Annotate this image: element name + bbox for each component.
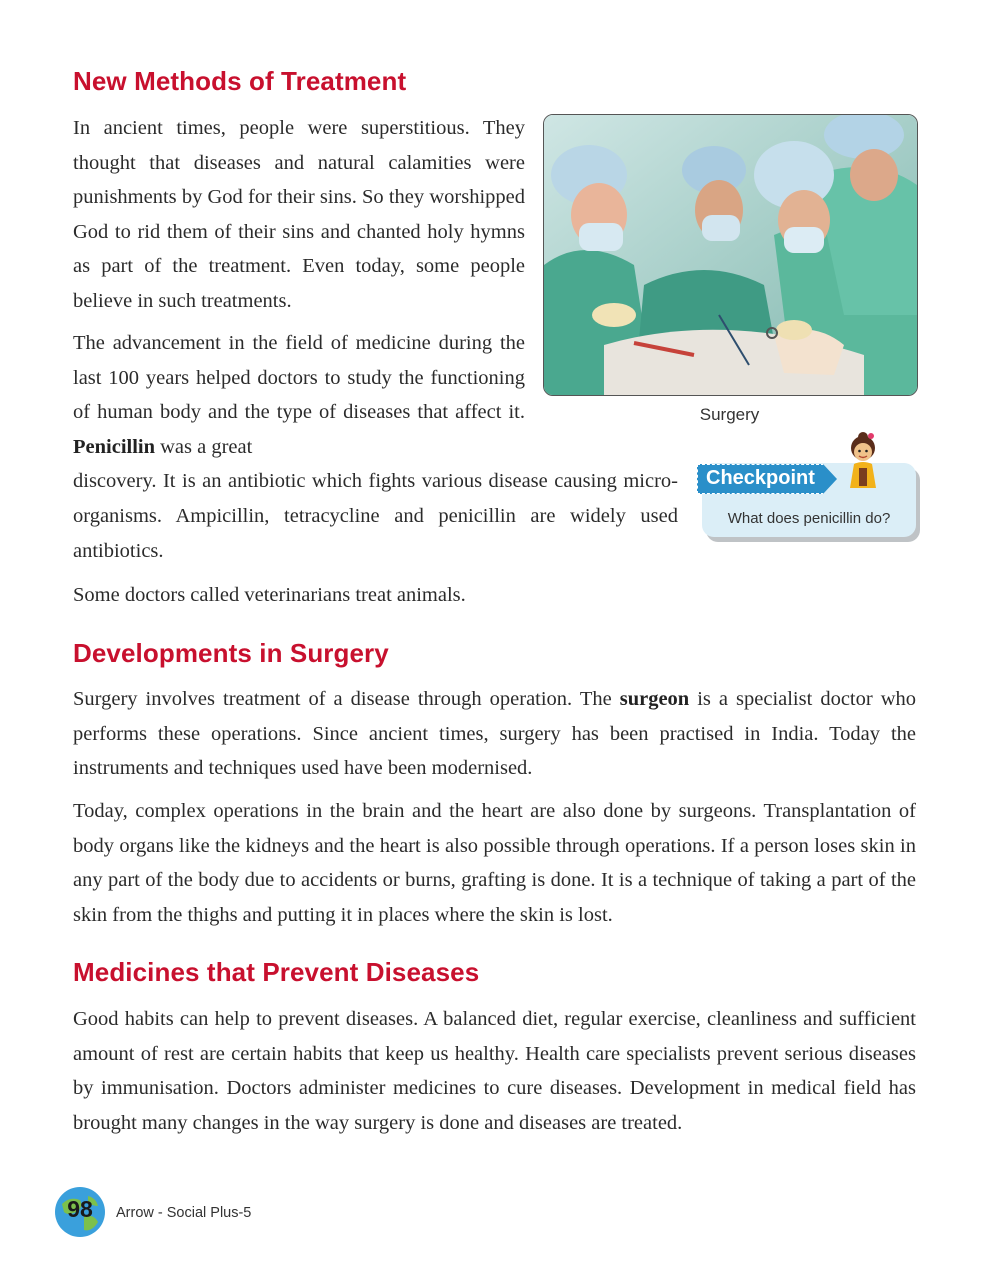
surgery-paragraph-1 xyxy=(73,682,916,786)
penicillin-term: Penicillin xyxy=(73,435,155,458)
girl-mascot-icon xyxy=(840,430,886,494)
page-number: 98 xyxy=(67,1196,93,1222)
treatment-paragraph-2-continued: discovery. It is an antibiotic which fights various disease causing micro-organisms. Ampicillin, tetracycline and penicillin are widely used antibiotics. xyxy=(73,470,678,562)
treatment-paragraph-2-mid: was a great xyxy=(160,435,253,458)
book-title: Arrow - Social Plus-5 xyxy=(116,1205,252,1221)
treatment-paragraph-1: In ancient times, people were superstitious. They thought that diseases and natural calamities were punishments by God for their sins. So they worshipped God to rid them of their sins and chanted holy hymns as part of the treatment. Even today, some people believe in such treatments. xyxy=(73,117,525,312)
treatment-paragraph-3: Some doctors called veterinarians treat animals. xyxy=(73,584,466,606)
surgery-paragraph-1-end: is a specialist doctor who performs these operations. Since ancient times, surgery has been practised in India. Today the instruments and techniques used have been modernised. xyxy=(73,688,917,780)
checkpoint-label: Checkpoint xyxy=(697,464,824,494)
heading-developments-in-surgery: Developments in Surgery xyxy=(73,638,389,668)
surgery-paragraph-1-start: Surgery involves treatment of a disease through operation. The xyxy=(73,688,612,710)
prevention-paragraph-1: Good habits can help to prevent diseases. A balanced diet, regular exercise, cleanliness and sufficient amount of rest are certain habits that keep us healthy. Health care specialists prevent serious diseases by immunisation. Doctors administer medicines to cure diseases. Development in medical field has brought many changes in the way surgery is done and diseases are treated. xyxy=(73,1008,916,1134)
surgery-photo-caption: Surgery xyxy=(699,405,760,424)
surgery-photo xyxy=(543,114,918,396)
surgeon-term: surgeon xyxy=(619,688,690,710)
treatment-paragraph-2-start: The advancement in the field of medicine during the last 100 years helped doctors to study the functioning of human body and the type of diseases that affect it. xyxy=(73,332,525,424)
checkpoint-callout xyxy=(690,430,920,545)
heading-new-methods-of-treatment: New Methods of Treatment xyxy=(73,66,407,96)
surgery-paragraph-2: Today, complex operations in the brain and the heart are also done by surgeons. Transplantation of body organs like the kidneys and the heart is also possible through operations. If a person loses skin in any part of the body due to accidents or burns, grafting is done. It is a technique of taking a part of the skin from the thighs and putting it in places where the skin is lost. xyxy=(73,800,916,926)
checkpoint-question: What does penicillin do? xyxy=(727,510,891,527)
heading-medicines-that-prevent-diseases: Medicines that Prevent Diseases xyxy=(73,957,480,987)
treatment-paragraph-2-wrap xyxy=(73,326,525,464)
